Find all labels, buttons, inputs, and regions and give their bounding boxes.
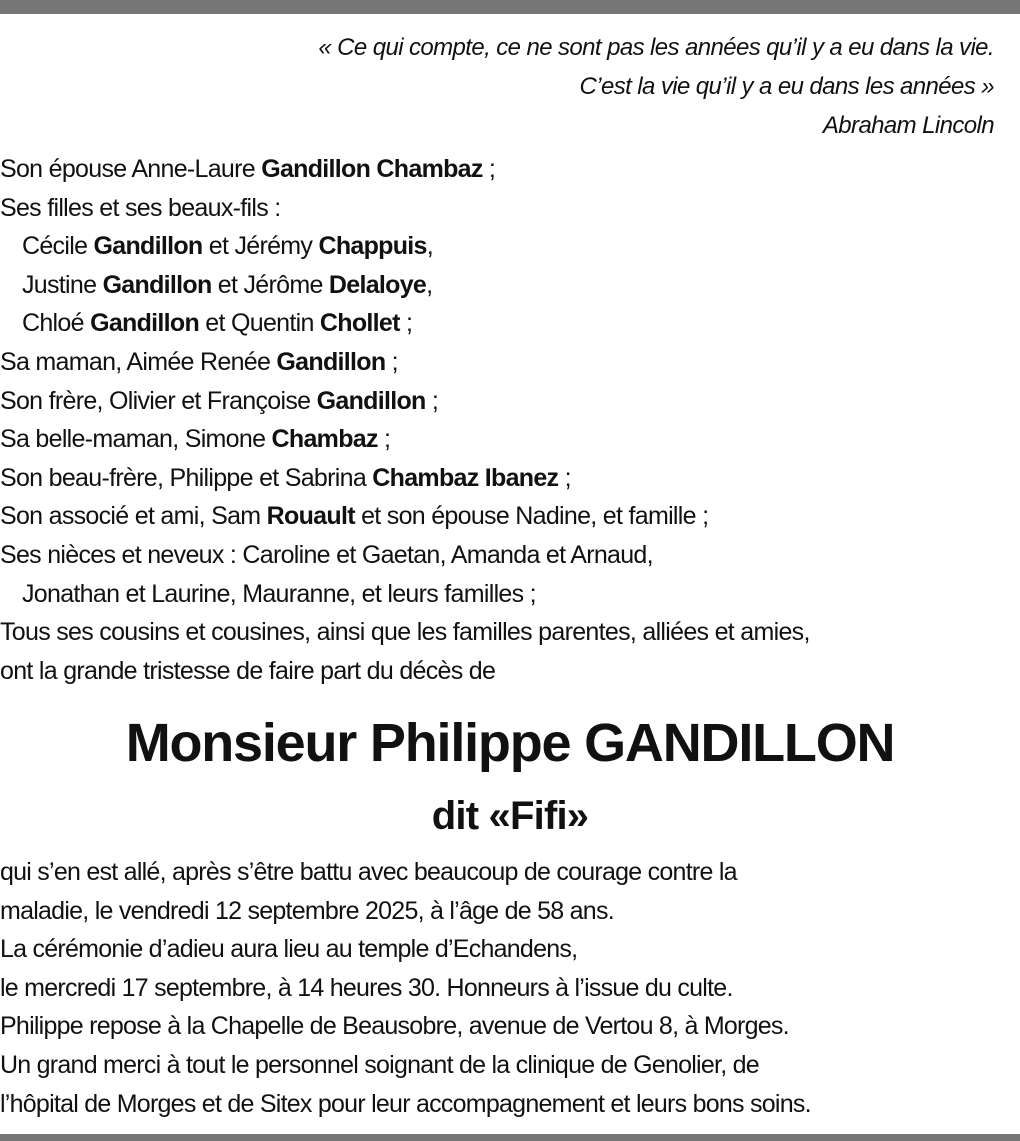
family-surname: Gandillon <box>276 347 386 376</box>
quote-line-1: « Ce qui compte, ce ne sont pas les années qu’il y a eu dans la vie. <box>318 34 994 61</box>
family-text: et Quentin <box>199 309 320 338</box>
deceased-nickname: dit «Fifi» <box>431 794 589 838</box>
family-text: ; <box>377 425 391 454</box>
family-text: Jonathan et Laurine, Mauranne, et leurs familles ; <box>22 579 536 608</box>
family-surname: Delaloye <box>328 270 427 299</box>
family-surname: Gandillon <box>102 270 212 299</box>
family-text: ; <box>385 347 398 376</box>
detail-line: maladie, le vendredi 12 septembre 2025, à l’âge de 58 ans. <box>0 896 614 925</box>
family-text: ; <box>399 309 413 338</box>
family-line <box>0 613 810 652</box>
family-text: ont la grande tristesse de faire part du décès de <box>0 656 496 685</box>
family-text: Tous ses cousins et cousines, ainsi que les familles parentes, alliées et amies, <box>0 618 810 647</box>
family-line <box>0 266 810 305</box>
top-rule <box>0 0 1020 14</box>
family-line <box>0 459 810 498</box>
family-list <box>0 150 810 690</box>
family-line <box>0 497 810 536</box>
family-text: , <box>426 270 433 299</box>
family-text: ; <box>425 386 439 415</box>
family-surname: Gandillon <box>316 386 426 415</box>
family-text: et son épouse Nadine, et famille ; <box>354 502 709 531</box>
family-text: Son frère, Olivier et Françoise <box>0 386 317 415</box>
family-surname: Rouault <box>266 502 355 531</box>
family-text: et Jérémy <box>202 232 319 261</box>
quote-author: Abraham Lincoln <box>822 112 994 139</box>
family-text: Sa maman, Aimée Renée <box>0 347 277 376</box>
family-text: Ses nièces et neveux : Caroline et Gaetan, Amanda et Arnaud, <box>0 540 653 569</box>
detail-line: l’hôpital de Morges et de Sitex pour leur accompagnement et leurs bons soins. <box>0 1089 811 1118</box>
family-text: , <box>426 232 434 261</box>
family-line <box>0 420 810 459</box>
family-text: ; <box>482 155 496 183</box>
family-surname: Chappuis <box>318 232 427 261</box>
family-line <box>0 536 810 575</box>
family-surname: Chambaz <box>271 425 378 454</box>
announcement-details <box>0 853 811 1123</box>
family-text: Son beau-frère, Philippe et Sabrina <box>0 463 373 492</box>
family-text: Chloé <box>22 309 91 338</box>
family-line <box>0 227 810 266</box>
family-surname: Gandillon <box>90 309 200 338</box>
quote-line-2: C’est la vie qu’il y a eu dans les années » <box>579 73 994 100</box>
family-text: Son épouse Anne-Laure <box>0 155 262 183</box>
deceased-name: Monsieur Philippe GANDILLON <box>125 713 895 773</box>
family-surname: Chambaz Ibanez <box>372 463 559 492</box>
family-text: Son associé et ami, Sam <box>0 502 267 531</box>
family-text: ; <box>558 463 571 492</box>
family-line <box>0 343 810 382</box>
detail-line: Un grand merci à tout le personnel soignant de la clinique de Genolier, de <box>0 1050 759 1079</box>
family-surname: Gandillon <box>93 232 203 261</box>
detail-line: La cérémonie d’adieu aura lieu au temple d’Echandens, <box>0 935 578 964</box>
family-line <box>0 150 810 189</box>
detail-line: Philippe repose à la Chapelle de Beausobre, avenue de Vertou 8, à Morges. <box>0 1012 789 1041</box>
epigraph-quote <box>318 28 994 145</box>
family-text: Sa belle-maman, Simone <box>0 425 272 454</box>
family-line <box>0 189 810 228</box>
family-line <box>0 575 810 614</box>
family-text: Cécile <box>22 232 94 261</box>
detail-line: qui s’en est allé, après s’être battu avec beaucoup de courage contre la <box>0 858 737 886</box>
family-surname: Gandillon Chambaz <box>261 155 483 183</box>
family-text: Ses filles et ses beaux-fils : <box>0 193 281 222</box>
family-line <box>0 304 810 343</box>
family-line <box>0 382 810 421</box>
family-line <box>0 652 810 691</box>
family-surname: Chollet <box>319 309 400 338</box>
bottom-rule <box>0 1134 1020 1141</box>
family-text: et Jérôme <box>211 270 329 299</box>
family-text: Justine <box>22 270 103 299</box>
detail-line: le mercredi 17 septembre, à 14 heures 30. Honneurs à l’issue du culte. <box>0 973 733 1002</box>
